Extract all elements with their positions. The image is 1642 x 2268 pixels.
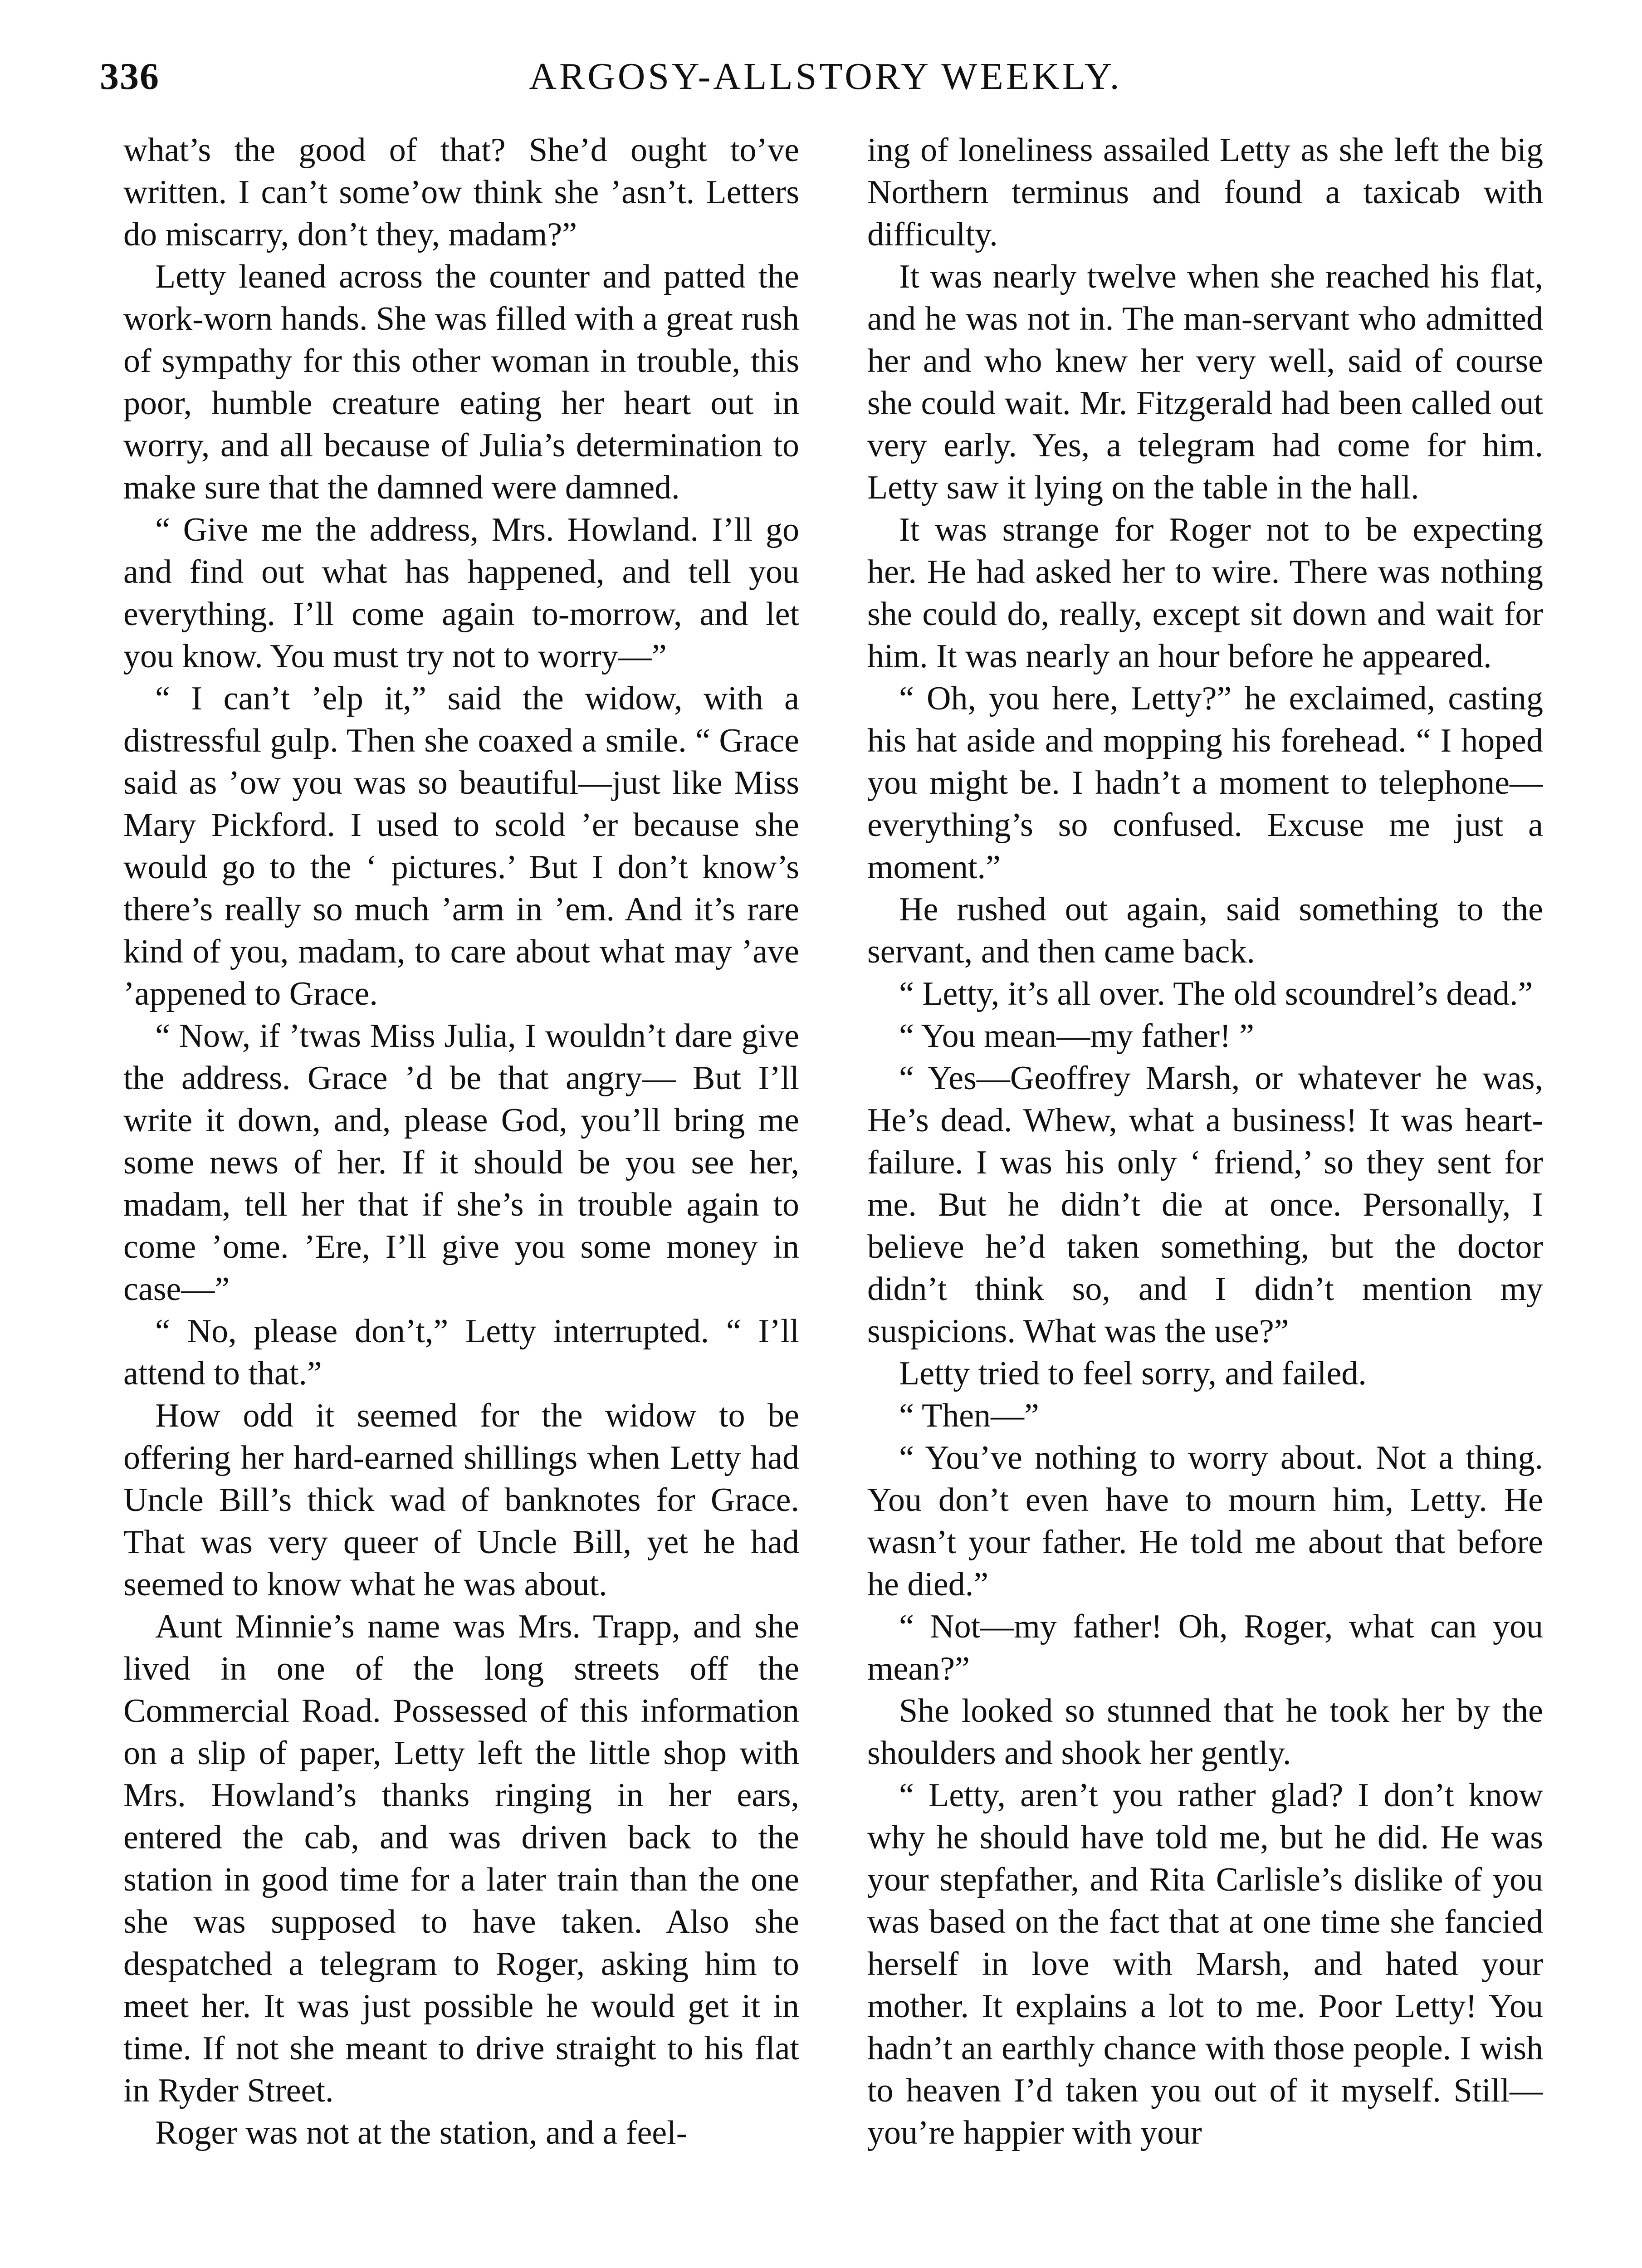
paragraph: She looked so stunned that he took her by the shoulders and shook her gently. bbox=[867, 1692, 1543, 1772]
paragraph: He rushed out again, said something to the servant, and then came back. bbox=[867, 891, 1543, 970]
paragraph: Letty leaned across the counter and patted the work-worn hands. She was filled with a great rush of sympathy for this other woman in trouble, this poor, humble creature eating her heart out in worry, and all because of Julia’s determination to make sure that the damned were damned. bbox=[123, 258, 799, 506]
paragraph: “ Not—my father! Oh, Roger, what can you mean?” bbox=[867, 1608, 1543, 1687]
paragraph: How odd it seemed for the widow to be offering her hard-earned shillings when Letty had Uncle Bill’s thick wad of banknotes for Grace. That was very queer of Uncle Bill, yet he had seemed to know what he was about. bbox=[123, 1397, 799, 1603]
paragraph: “ Give me the address, Mrs. Howland. I’ll go and find out what has happened, and tell you everything. I’ll come again to-morrow, and let you know. You must try not to worry—” bbox=[123, 511, 799, 675]
paragraph: “ Yes—Geoffrey Marsh, or whatever he was, He’s dead. Whew, what a business! It was heart-failure. I was his only ‘ friend,’ so they sent for me. But he didn’t die at once. Personally, I believe he’d taken something, but the doctor didn’t think so, and I didn’t mention my suspicions. What was the use?” bbox=[867, 1060, 1543, 1350]
paragraph: ing of loneliness assailed Letty as she left the big Northern terminus and found a taxicab with difficulty. bbox=[867, 132, 1543, 253]
paragraph: “ You’ve nothing to worry about. Not a thing. You don’t even have to mourn him, Letty. He wasn’t your father. He told me about that before he died.” bbox=[867, 1439, 1543, 1603]
paragraph: Aunt Minnie’s name was Mrs. Trapp, and she lived in one of the long streets off the Commercial Road. Possessed of this information on a slip of paper, Letty left the little shop with Mrs. Howland’s thanks ringing in her ears, entered the cab, and was driven back to the station in good time for a later train than the one she was supposed to have taken. Also she despatched a telegram to Roger, asking him to meet her. It was just possible he would get it in time. If not she meant to drive straight to his flat in Ryder Street. bbox=[123, 1608, 799, 2109]
paragraph: It was strange for Roger not to be expecting her. He had asked her to wire. There was nothing she could do, really, except sit down and wait for him. It was nearly an hour before he appeared. bbox=[867, 511, 1543, 675]
article-body bbox=[123, 129, 1543, 2268]
page-number: 336 bbox=[100, 55, 160, 98]
left-column bbox=[123, 129, 799, 2268]
paragraph: Letty tried to feel sorry, and failed. bbox=[899, 1355, 1367, 1392]
paragraph: “ Oh, you here, Letty?” he exclaimed, casting his hat aside and mopping his forehead. “ I hoped you might be. I hadn’t a moment to telephone—everything’s so confused. Excuse me just a moment.” bbox=[867, 680, 1543, 886]
paragraph: “ Letty, aren’t you rather glad? I don’t know why he should have told me, but he did. He was your stepfather, and Rita Carlisle’s dislike of you was based on the fact that at one time she fancied herself in love with Marsh, and hated your mother. It explains a lot to me. Poor Letty! You hadn’t an earthly chance with those people. I wish to heaven I’d taken you out of it myself. Still—you’re happier with your bbox=[867, 1777, 1543, 2151]
paragraph: Roger was not at the station, and a feel- bbox=[155, 2114, 688, 2151]
paragraph: “ Letty, it’s all over. The old scoundrel’s dead.” bbox=[899, 975, 1533, 1012]
paragraph: “ I can’t ’elp it,” said the widow, with a distressful gulp. Then she coaxed a smile. “ Grace said as ’ow you was so beautiful—just like Miss Mary Pickford. I used to scold ’er because she would go to the ‘ pictures.’ But I don’t know’s there’s really so much ’arm in ’em. And it’s rare kind of you, madam, to care about what may ’ave ’appened to Grace. bbox=[123, 680, 799, 1012]
paragraph: It was nearly twelve when she reached his flat, and he was not in. The man-servant who admitted her and who knew her very well, said of course she could wait. Mr. Fitzgerald had been called out very early. Yes, a telegram had come for him. Letty saw it lying on the table in the hall. bbox=[867, 258, 1543, 506]
right-column bbox=[867, 129, 1543, 2268]
paragraph: “ Now, if ’twas Miss Julia, I wouldn’t dare give the address. Grace ’d be that angry— But I’ll write it down, and, please God, you’ll bring me some news of her. If it should be you see her, madam, tell her that if she’s in trouble again to come ’ome. ’Ere, I’ll give you some money in case—” bbox=[123, 1017, 799, 1308]
running-head: ARGOSY-ALLSTORY WEEKLY. bbox=[529, 55, 1122, 98]
paragraph: what’s the good of that? She’d ought to’ve written. I can’t some’ow think she ’asn’t. Letters do miscarry, don’t they, madam?” bbox=[123, 132, 799, 253]
paragraph: “ You mean—my father! ” bbox=[899, 1017, 1254, 1055]
paragraph: “ No, please don’t,” Letty interrupted. “ I’ll attend to that.” bbox=[123, 1313, 799, 1392]
paragraph: “ Then—” bbox=[899, 1397, 1039, 1434]
page-header bbox=[100, 54, 1551, 109]
